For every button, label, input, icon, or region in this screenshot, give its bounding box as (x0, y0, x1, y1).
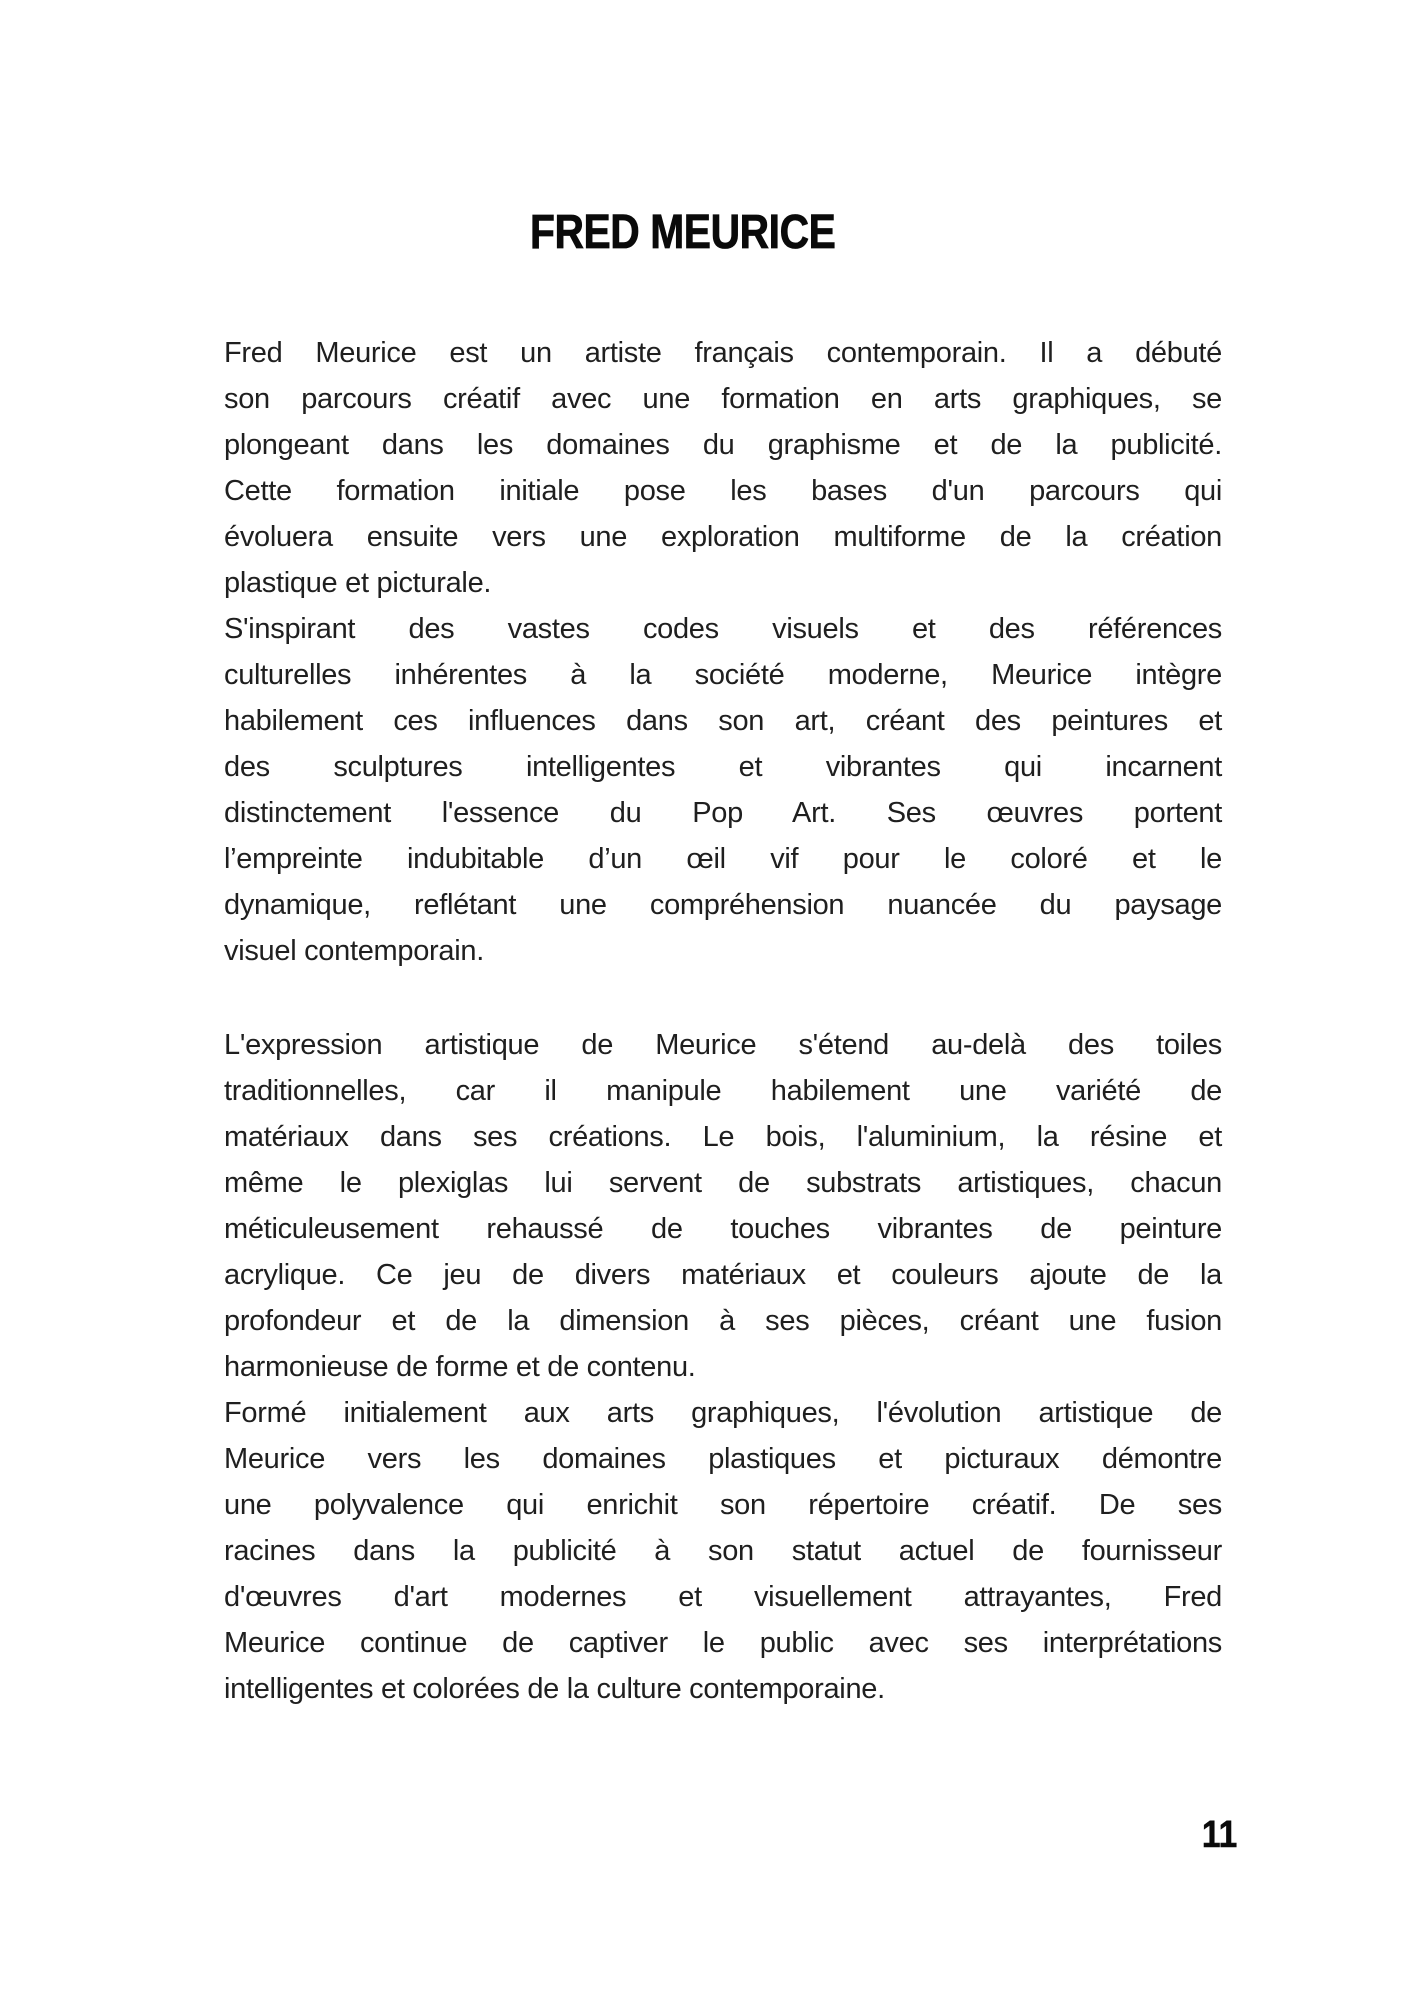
text-line: son parcours créatif avec une formation en arts graphiques, se (224, 383, 1222, 415)
text-line: dynamique, reflétant une compréhension nuancée du paysage (224, 889, 1222, 921)
text-line: Fred Meurice est un artiste français contemporain. Il a débuté (224, 337, 1222, 369)
page-number: 11 (1201, 1814, 1237, 1856)
text-line: Cette formation initiale pose les bases d'un parcours qui (224, 475, 1222, 507)
text-line: harmonieuse de forme et de contenu. (224, 1351, 696, 1383)
text-line: plastique et picturale. (224, 567, 492, 599)
text-line: Formé initialement aux arts graphiques, l'évolution artistique de (224, 1397, 1222, 1429)
page-title-heading (224, 205, 1142, 272)
text-line: intelligentes et colorées de la culture contemporaine. (224, 1673, 885, 1705)
page-header (224, 205, 1142, 272)
text-line: évoluera ensuite vers une exploration multiforme de la création (224, 521, 1222, 553)
text-line: culturelles inhérentes à la société moderne, Meurice intègre (224, 659, 1222, 691)
text-line: d'œuvres d'art modernes et visuellement attrayantes, Fred (224, 1581, 1222, 1613)
text-line: plongeant dans les domaines du graphisme et de la publicité. (224, 429, 1222, 461)
page-title: FRED MEURICE (530, 206, 836, 259)
text-line: même le plexiglas lui servent de substrats artistiques, chacun (224, 1167, 1222, 1199)
text-line: habilement ces influences dans son art, créant des peintures et (224, 705, 1222, 737)
text-line: distinctement l'essence du Pop Art. Ses œuvres portent (224, 797, 1222, 829)
paragraph (224, 330, 1222, 606)
text-line: profondeur et de la dimension à ses pièces, créant une fusion (224, 1305, 1222, 1337)
text-line: L'expression artistique de Meurice s'étend au-delà des toiles (224, 1029, 1222, 1061)
text-line: traditionnelles, car il manipule habilement une variété de (224, 1075, 1222, 1107)
text-line: des sculptures intelligentes et vibrantes qui incarnent (224, 751, 1222, 783)
text-line: une polyvalence qui enrichit son répertoire créatif. De ses (224, 1489, 1222, 1521)
text-line: matériaux dans ses créations. Le bois, l'aluminium, la résine et (224, 1121, 1222, 1153)
article-body (224, 330, 1222, 1712)
paragraph (224, 1390, 1222, 1712)
text-line: l’empreinte indubitable d’un œil vif pour le coloré et le (224, 843, 1222, 875)
text-line: acrylique. Ce jeu de divers matériaux et couleurs ajoute de la (224, 1259, 1222, 1291)
text-line: S'inspirant des vastes codes visuels et des références (224, 613, 1222, 645)
text-line: méticuleusement rehaussé de touches vibrantes de peinture (224, 1213, 1222, 1245)
text-line: Meurice vers les domaines plastiques et picturaux démontre (224, 1443, 1222, 1475)
text-line: visuel contemporain. (224, 935, 484, 967)
paragraph (224, 1022, 1222, 1390)
text-line: racines dans la publicité à son statut actuel de fournisseur (224, 1535, 1222, 1567)
paragraph (224, 606, 1222, 974)
text-line: Meurice continue de captiver le public avec ses interprétations (224, 1627, 1222, 1659)
